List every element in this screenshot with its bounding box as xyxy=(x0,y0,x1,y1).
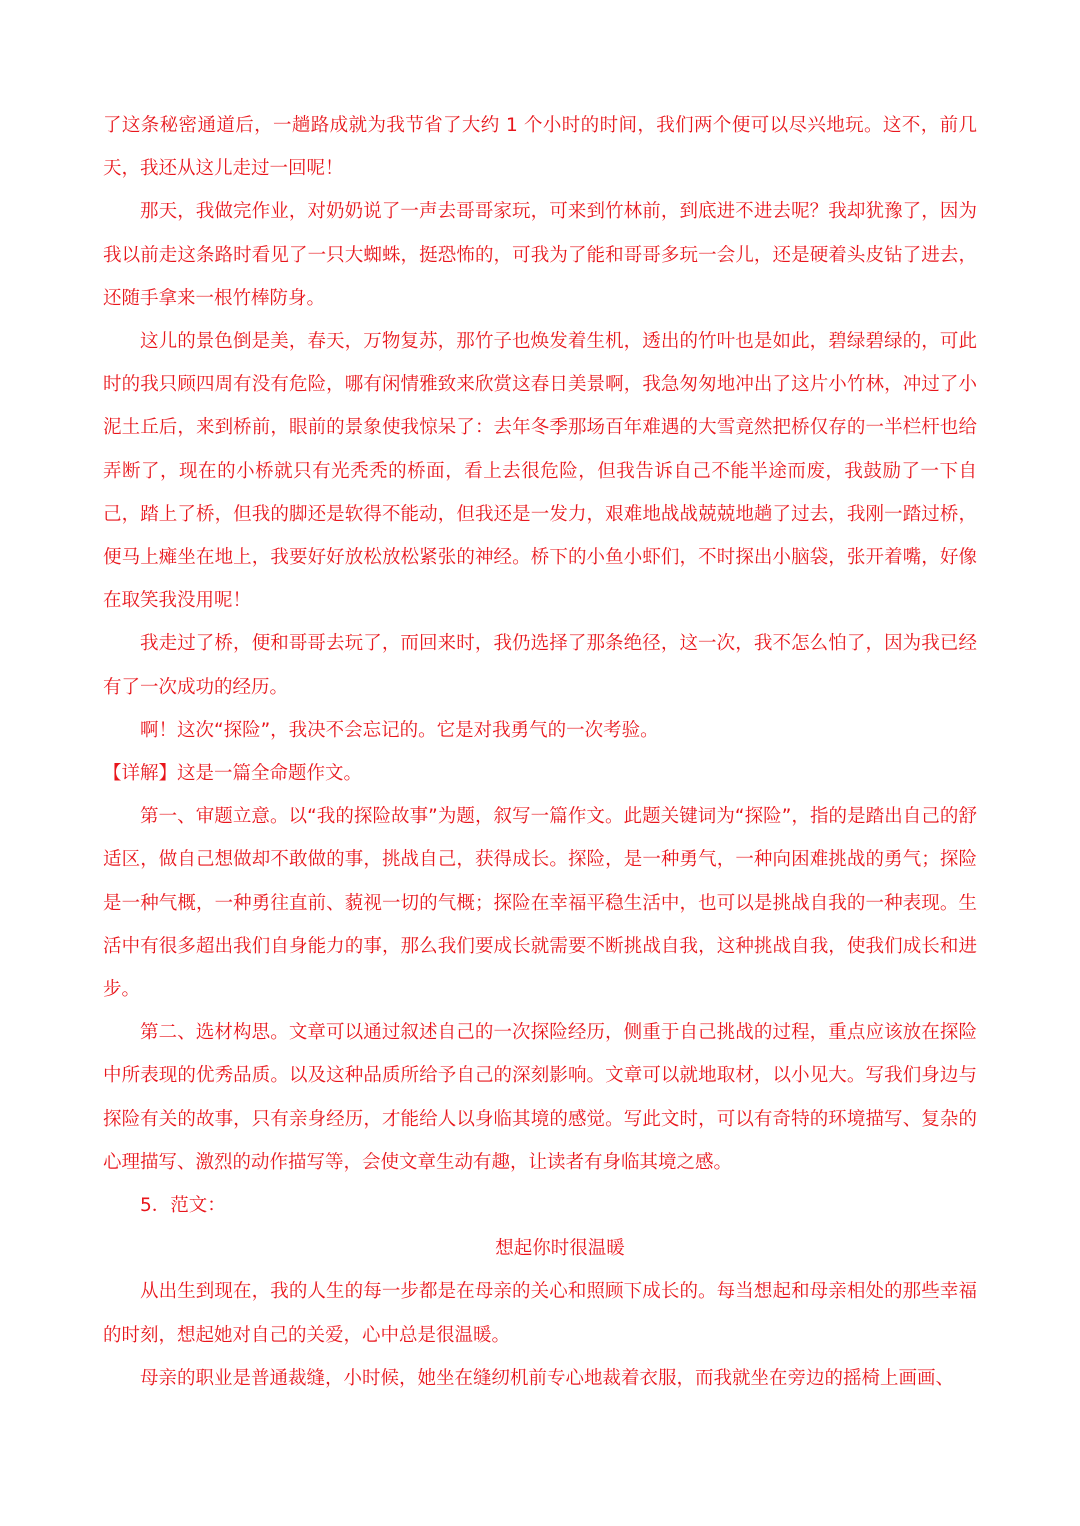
sample-essay-label: 5．范文： xyxy=(140,1195,226,1217)
essay-title: 想起你时很温暖 xyxy=(495,1238,625,1260)
paragraph-continued: 了这条秘密通道后，一趟路成就为我节省了大约 1 个小时的时间，我们两个便可以尽兴地玩。这不，前几天，我还从这儿走过一回呢！ xyxy=(103,115,977,180)
paragraph-return-trip: 我走过了桥，便和哥哥去玩了，而回来时，我仍选择了那条绝径，这一次，我不怎么怕了，因为我已经有了一次成功的经历。 xyxy=(103,633,977,698)
paragraph-essay-mother: 母亲的职业是普通裁缝，小时候，她坐在缝纫机前专心地裁着衣服，而我就坐在旁边的摇椅上画画、 xyxy=(140,1367,955,1389)
document-page xyxy=(103,104,977,1400)
paragraph-essay-intro: 从出生到现在，我的人生的每一步都是在母亲的关心和照顾下成长的。每当想起和母亲相处的那些幸福的时刻，想起她对自己的关爱，心中总是很温暖。 xyxy=(103,1281,977,1346)
paragraph-topic-analysis: 第一、审题立意。以“我的探险故事”为题，叙写一篇作文。此题关键词为“探险”，指的是踏出自己的舒适区，做自己想做却不敢做的事，挑战自己，获得成长。探险，是一种勇气，一种向困难挑战的勇气；探险是一种气概，一种勇往直前、藐视一切的气概；探险在幸福平稳生活中，也可以是挑战自我的一种表现。生活中有很多超出我们自身能力的事，那么我们要成长就需要不断挑战自我，这种挑战自我，使我们成长和进步。 xyxy=(103,806,977,1001)
explanation-heading: 【详解】这是一篇全命题作文。 xyxy=(103,763,363,785)
paragraph-bamboo-forest: 那天，我做完作业，对奶奶说了一声去哥哥家玩，可来到竹林前，到底进不进去呢？我却犹豫了，因为我以前走这条路时看见了一只大蜘蛛，挺恐怖的，可我为了能和哥哥多玩一会儿，还是硬着头皮钻了进去，还随手拿来一根竹棒防身。 xyxy=(103,201,977,309)
paragraph-material-selection: 第二、选材构思。文章可以通过叙述自己的一次探险经历，侧重于自己挑战的过程，重点应该放在探险中所表现的优秀品质。以及这种品质所给予自己的深刻影响。文章可以就地取材，以小见大。写我们身边与探险有关的故事，只有亲身经历，才能给人以身临其境的感觉。写此文时，可以有奇特的环境描写、复杂的心理描写、激烈的动作描写等，会使文章生动有趣，让读者有身临其境之感。 xyxy=(103,1022,977,1173)
paragraph-bridge-crossing: 这儿的景色倒是美，春天，万物复苏，那竹子也焕发着生机，透出的竹叶也是如此，碧绿碧绿的，可此时的我只顾四周有没有危险，哪有闲情雅致来欣赏这春日美景啊，我急匆匆地冲出了这片小竹林，冲过了小泥土丘后，来到桥前，眼前的景象使我惊呆了：去年冬季那场百年难遇的大雪竟然把桥仅存的一半栏杆也给弄断了，现在的小桥就只有光秃秃的桥面，看上去很危险，但我告诉自己不能半途而废，我鼓励了一下自己，踏上了桥，但我的脚还是软得不能动，但我还是一发力，艰难地战战兢兢地趟了过去，我刚一踏过桥，便马上瘫坐在地上，我要好好放松放松紧张的神经。桥下的小鱼小虾们，不时探出小脑袋，张开着嘴，好像在取笑我没用呢！ xyxy=(103,331,977,612)
paragraph-conclusion: 啊！这次“探险”，我决不会忘记的。它是对我勇气的一次考验。 xyxy=(140,719,659,741)
